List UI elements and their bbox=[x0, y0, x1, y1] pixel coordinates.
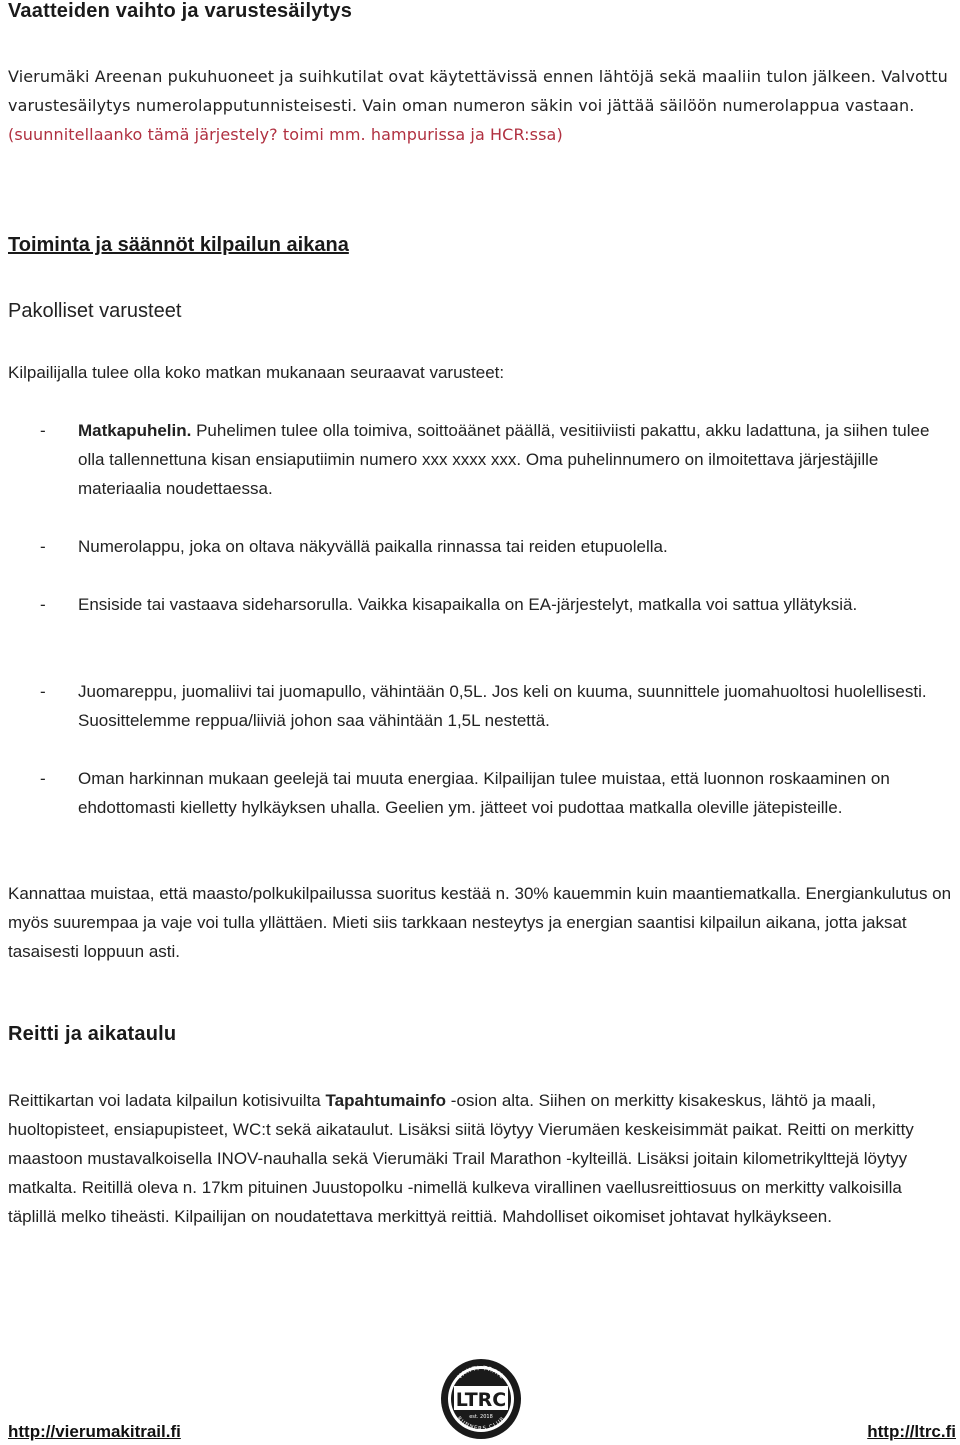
route-text-a: Reittikartan voi ladata kilpailun kotisivuilta bbox=[8, 1091, 326, 1110]
item-bold-lead: Matkapuhelin. bbox=[78, 421, 192, 440]
logo-ring-top: VAHTI TRAIL bbox=[456, 1364, 506, 1381]
list-dash: - bbox=[40, 537, 46, 556]
list-item-text: Juomareppu, juomaliivi tai juomapullo, vähintään 0,5L. Jos keli on kuuma, suunnittele juomahuoltosi huolellisesti. Suosittelemme reppua/liiviä johon saa vähintään 1,5L nestettä. bbox=[78, 682, 927, 730]
logo-est-text: est. 2018 bbox=[469, 1414, 493, 1420]
list-item-text: Oman harkinnan mukaan geelejä tai muuta energiaa. Kilpailijan tulee muistaa, että luonnon roskaaminen on ehdottomasti kielletty hylkäyksen uhalla. Geelien ym. jätteet voi pudottaa matkalla oleville jätepisteille. bbox=[78, 769, 890, 817]
list-item bbox=[8, 677, 952, 735]
list-item bbox=[8, 532, 952, 561]
route-text-b: -osion alta. Siihen on merkitty kisakeskus, lähtö ja maali, huoltopisteet, ensiapupisteet, WC:t sekä aikataulut. Lisäksi siitä löytyy Vierumäen keskeisimmät paikat. Reitti on merkitty maastoon mustavalkoisella INOV-nauhalla sekä Vierumäki Trail Marathon -kylteillä. Lisäksi joitain kilometrikylttejä löytyy matkalta. Reitillä oleva n. 17km pituinen Juustopolku -nimellä kulkeva virallinen vaellusreittiosuus on merkitty valkoisilla täplillä melko tiheästi. Kilpailijan on noudatettava merkittyä reittiä. Mahdolliset oikomiset johtavat hylkäykseen. bbox=[8, 1091, 914, 1226]
planning-note: (suunnitellaanko tämä järjestely? toimi mm. hampurissa ja HCR:ssa) bbox=[8, 125, 563, 144]
section-title-changing: Vaatteiden vaihto ja varustesäilytys bbox=[8, 0, 353, 22]
section-title-route: Reitti ja aikataulu bbox=[8, 1023, 177, 1045]
equipment-intro: Kilpailijalla tulee olla koko matkan mukanaan seuraavat varusteet: bbox=[8, 363, 505, 382]
footer-link-vierumakitrail[interactable]: http://vierumakitrail.fi bbox=[8, 1422, 181, 1441]
list-item bbox=[8, 590, 952, 648]
list-dash: - bbox=[40, 682, 46, 701]
list-item-text bbox=[78, 416, 956, 503]
ltrc-logo bbox=[440, 1358, 522, 1440]
changing-text: Vierumäki Areenan pukuhuoneet ja suihkutilat ovat käytettävissä ennen lähtöjä sekä maaliin tulon jälkeen. Valvottu varustesäilytys numerolapputunnisteisesti. Vain oman numeron säkin voi jättää säilöön numerolappua vastaan. bbox=[8, 67, 948, 115]
logo-main-text: LTRC bbox=[455, 1389, 507, 1411]
list-dash: - bbox=[40, 421, 46, 440]
ltrc-logo-graphic bbox=[440, 1358, 522, 1440]
closing-paragraph: Kannattaa muistaa, että maasto/polkukilpailussa suoritus kestää n. 30% kauemmin kuin maantiematkalla. Energiankulutus on myös suurempaa ja vaje voi tulla yllättäen. Mieti siis tarkkaan nesteytys ja energian saantisi kilpailun aikana, jotta jaksat tasaisesti loppuun asti. bbox=[8, 884, 952, 961]
section-title-rules: Toiminta ja säännöt kilpailun aikana bbox=[8, 234, 349, 256]
route-paragraph bbox=[8, 1086, 952, 1231]
subtitle-equipment: Pakolliset varusteet bbox=[8, 300, 182, 322]
list-dash: - bbox=[40, 769, 46, 788]
tapahtumainfo-label: Tapahtumainfo bbox=[325, 1091, 447, 1110]
footer-link-ltrc[interactable]: http://ltrc.fi bbox=[867, 1422, 956, 1441]
list-item-text: Numerolappu, joka on oltava näkyvällä paikalla rinnassa tai reiden etupuolella. bbox=[78, 537, 668, 556]
logo-ring-bottom: RUNNERS CLUB bbox=[455, 1415, 507, 1433]
list-item bbox=[8, 416, 952, 503]
list-item-text: Ensiside tai vastaava sideharsorulla. Vaikka kisapaikalla on EA-järjestelyt, matkalla voi sattua yllätyksiä. bbox=[78, 595, 858, 614]
list-dash: - bbox=[40, 595, 46, 614]
item-text: Puhelimen tulee olla toimiva, soittoäänet päällä, vesitiiviisti pakattu, akku ladattuna, ja siihen tulee olla tallennettuna kisan ensiaputiimin numero xxx xxxx xxx. Oma puhelinnumero on ilmoitettava järjestäjille materiaalia noudettaessa. bbox=[78, 421, 930, 498]
list-item bbox=[8, 764, 952, 851]
changing-paragraph bbox=[8, 62, 952, 149]
